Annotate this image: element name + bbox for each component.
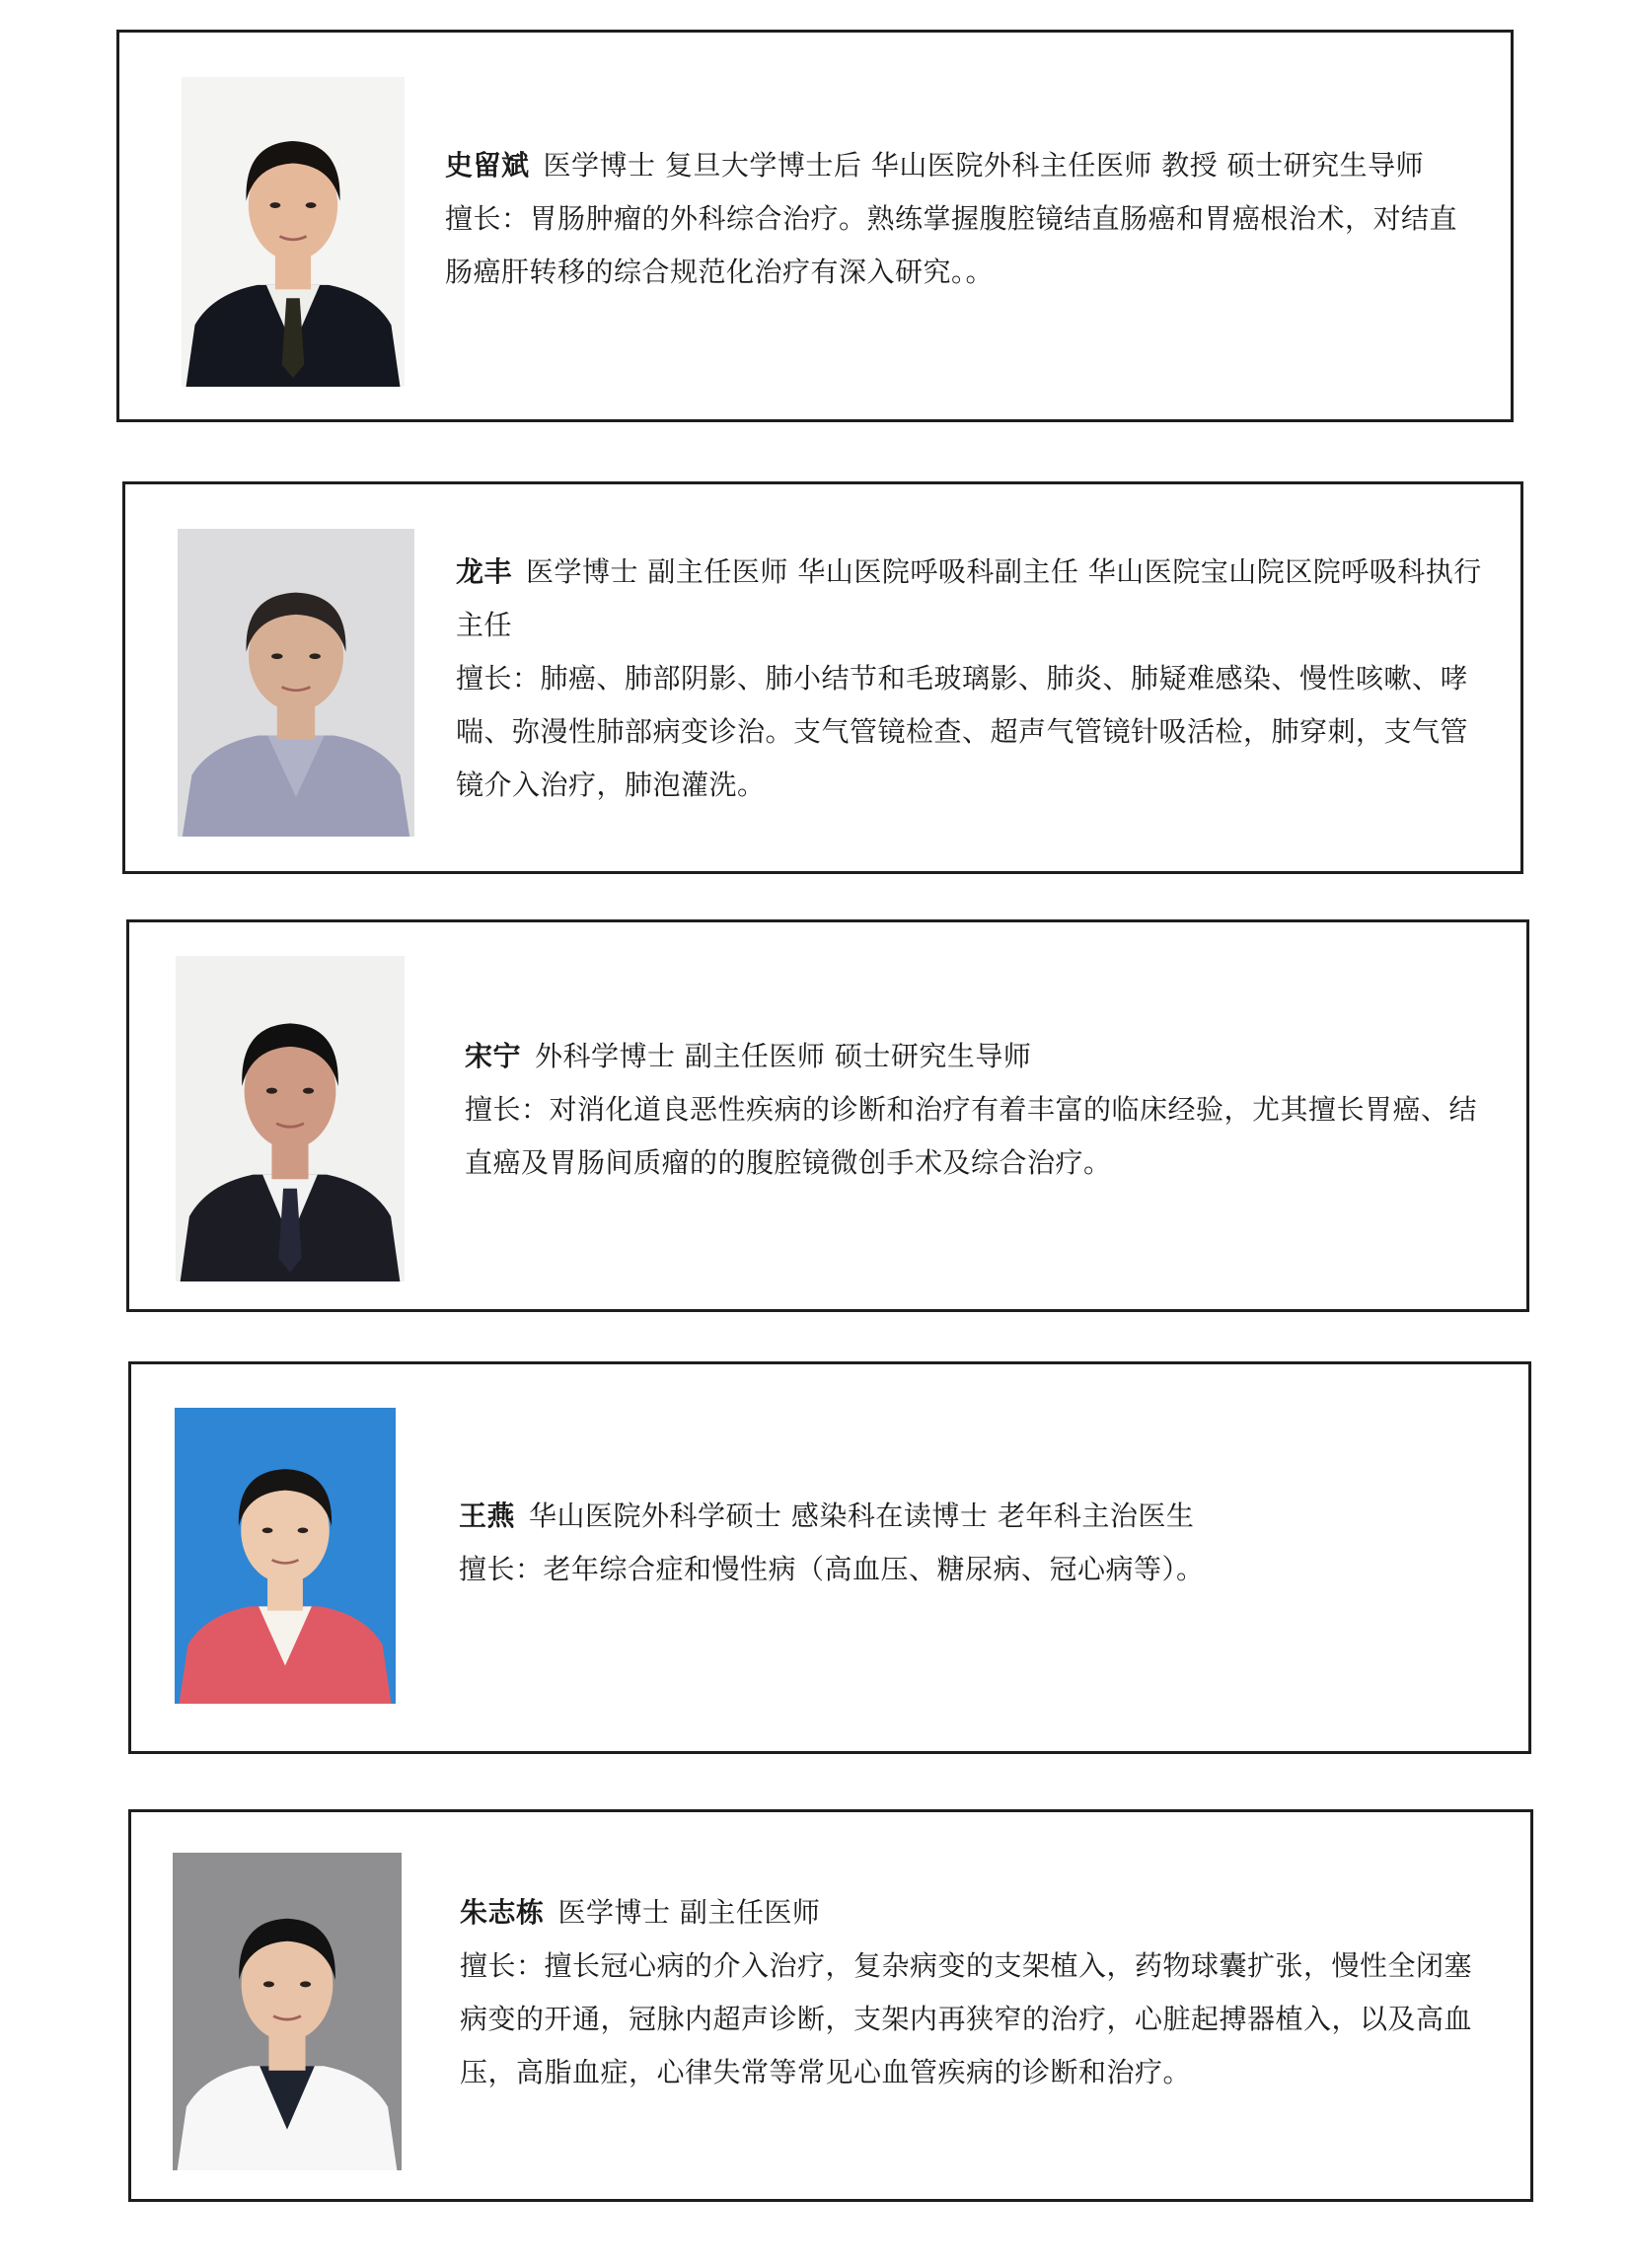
doctor-name: 龙丰 [456,555,513,588]
doctor-photo [176,956,405,1281]
doctor-photo [178,529,414,837]
doctor-photo [182,77,405,387]
doctor-card [116,30,1514,422]
doctor-expertise: 擅长：老年综合症和慢性病（高血压、糖尿病、冠心病等）。 [459,1553,1205,1585]
doctor-info [460,1886,1486,2099]
doctor-credentials: 医学博士 复旦大学博士后 华山医院外科主任医师 教授 硕士研究生导师 [543,149,1425,182]
doctor-expertise: 擅长：对消化道良恶性疾病的诊断和治疗有着丰富的临床经验，尤其擅长胃癌、结直癌及胃肠间质瘤的的腹腔镜微创手术及综合治疗。 [465,1093,1478,1179]
portrait-image [178,529,414,837]
doctor-info [465,1030,1491,1190]
portrait-image [176,956,405,1281]
doctor-credentials: 外科学博士 副主任医师 硕士研究生导师 [535,1040,1032,1072]
doctor-expertise: 擅长：擅长冠心病的介入治疗，复杂病变的支架植入，药物球囊扩张，慢性全闭塞病变的开通，冠脉内超声诊断，支架内再狭窄的治疗，心脏起搏器植入，以及高血压，高脂血症，心律失常等常见心血管疾病的诊断和治疗。 [460,1949,1473,2088]
doctor-credentials: 医学博士 副主任医师 华山医院呼吸科副主任 华山医院宝山院区院呼吸科执行主任 [456,555,1482,641]
doctor-name: 史留斌 [445,149,530,182]
doctor-photo [173,1853,402,2170]
doctor-expertise: 擅长：胃肠肿瘤的外科综合治疗。熟练掌握腹腔镜结直肠癌和胃癌根治术，对结直肠癌肝转移的综合规范化治疗有深入研究。。 [445,202,1458,288]
portrait-image [175,1408,396,1704]
portrait-image [173,1853,402,2170]
doctor-card [128,1361,1531,1754]
doctor-card [128,1809,1533,2202]
doctor-card [126,919,1529,1312]
doctor-info [456,546,1482,812]
doctor-name: 朱志栋 [460,1896,545,1929]
doctor-info [445,139,1471,299]
doctor-expertise: 擅长：肺癌、肺部阴影、肺小结节和毛玻璃影、肺炎、肺疑难感染、慢性咳嗽、哮喘、弥漫性肺部病变诊治。支气管镜检查、超声气管镜针吸活检，肺穿刺，支气管镜介入治疗，肺泡灌洗。 [456,662,1469,801]
portrait-image [182,77,405,387]
doctor-name: 宋宁 [465,1040,522,1072]
doctor-card [122,481,1523,874]
doctor-photo [175,1408,396,1704]
doctor-credentials: 医学博士 副主任医师 [557,1896,821,1929]
doctor-name: 王燕 [459,1500,516,1532]
doctor-credentials: 华山医院外科学硕士 感染科在读博士 老年科主治医生 [529,1500,1195,1532]
doctor-info [459,1490,1485,1596]
